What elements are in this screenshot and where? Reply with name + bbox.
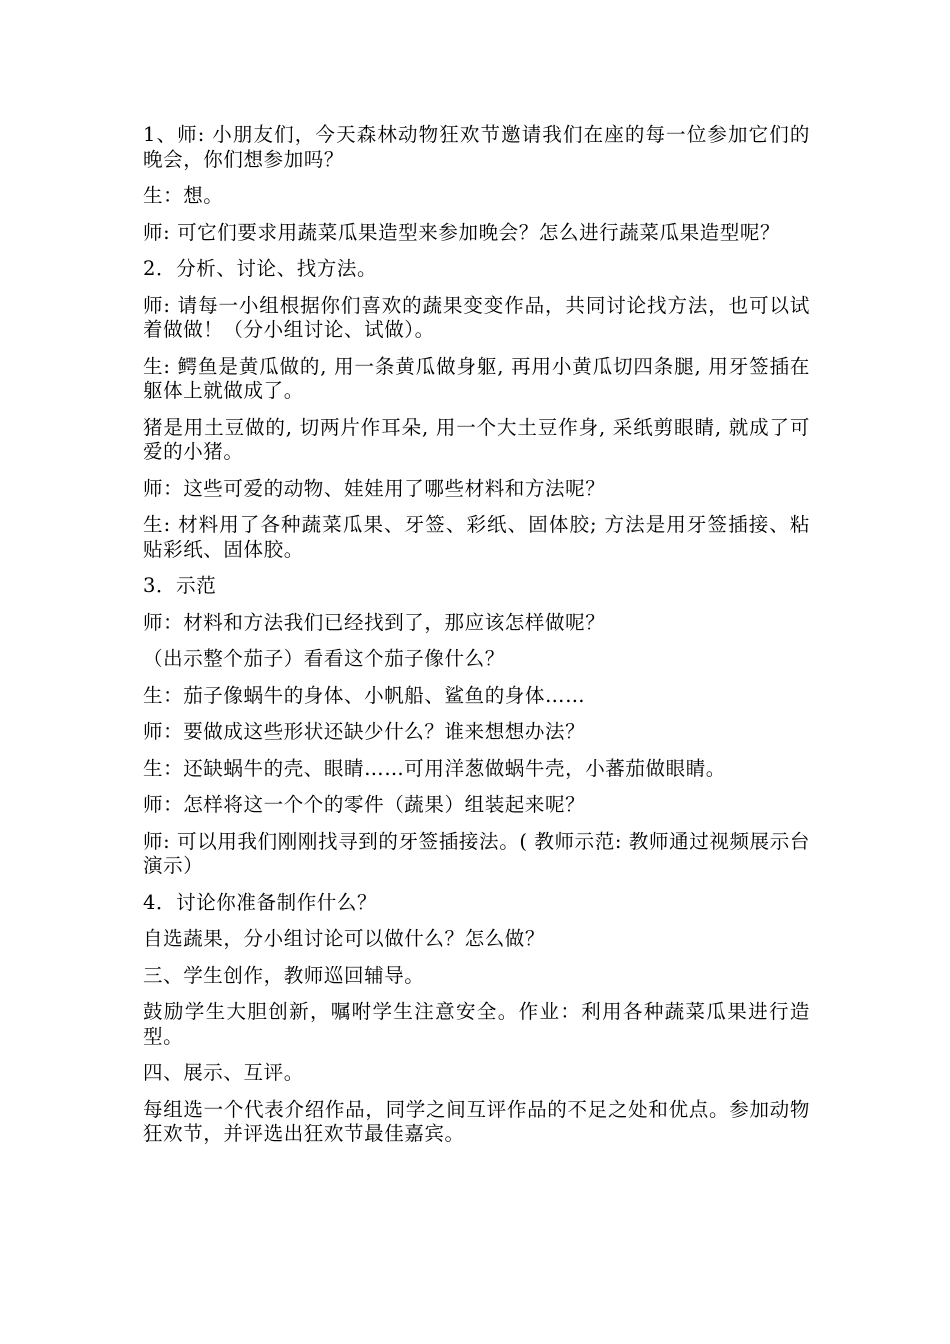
document-body	[143, 123, 810, 1159]
section-heading-showcase: 四、展示、互评。	[143, 1061, 304, 1084]
paragraph-pig: 猪是用土豆做的, 切两片作耳朵, 用一个大土豆作身, 采纸剪眼睛, 就成了可爱的小猪。	[143, 415, 810, 463]
paragraph-eggplant: （出示整个茄子）看看这个茄子像什么？	[143, 647, 505, 670]
paragraph-encourage: 鼓励学生大胆创新，嘱咐学生注意安全。作业：利用各种蔬菜瓜果进行造型。	[143, 1000, 810, 1048]
paragraph-snail-shell: 生：还缺蜗牛的壳、眼睛……可用洋葱做蜗牛壳，小蕃茄做眼睛。	[143, 756, 726, 780]
paragraph-evaluation: 每组选一个代表介绍作品，同学之间互评作品的不足之处和优点。参加动物狂欢节，并评选出狂欢节最佳嘉宾。	[143, 1097, 810, 1145]
paragraph-intro-question: 1、师: 小朋友们，今天森林动物狂欢节邀请我们在座的每一位参加它们的晚会，你们想参加吗？	[143, 123, 810, 171]
paragraph-choose-vegetables: 自选蔬果，分小组讨论可以做什么？怎么做？	[143, 927, 546, 950]
section-heading-creation: 三、学生创作，教师巡回辅导。	[143, 963, 425, 987]
paragraph-materials-answer: 生: 材料用了各种蔬菜瓜果、牙签、彩纸、固体胶; 方法是用牙签插接、粘贴彩纸、固体胶。	[143, 513, 810, 561]
section-heading-analysis: 2．分析、讨论、找方法。	[143, 257, 378, 280]
paragraph-teacher-question: 师: 可它们要求用蔬菜瓜果造型来参加晚会？怎么进行蔬菜瓜果造型呢？	[143, 220, 781, 244]
paragraph-eggplant-answer: 生：茄子像蜗牛的身体、小帆船、鲨鱼的身体……	[143, 683, 586, 707]
paragraph-toothpick-method: 师: 可以用我们刚刚找寻到的牙签插接法。( 教师示范: 教师通过视频展示台演示）	[143, 829, 810, 877]
paragraph-assembly-question: 师：怎样将这一个个的零件（蔬果）组装起来呢？	[143, 793, 586, 816]
section-heading-demo: 3．示范	[143, 574, 217, 597]
paragraph-crocodile: 生: 鳄鱼是黄瓜做的, 用一条黄瓜做身躯, 再用小黄瓜切四条腿, 用牙签插在躯体上就做成了。	[143, 354, 810, 402]
paragraph-how-to-make: 师：材料和方法我们已经找到了，那应该怎样做呢？	[143, 610, 606, 634]
section-heading-plan: 4．讨论你准备制作什么？	[143, 890, 378, 914]
paragraph-group-discussion: 师: 请每一小组根据你们喜欢的蔬果变变作品，共同讨论找方法，也可以试着做做！（分小组讨论、试做）。	[143, 293, 810, 341]
paragraph-missing-parts: 师：要做成这些形状还缺少什么？谁来想想办法？	[143, 720, 586, 743]
paragraph-materials-question: 师：这些可爱的动物、娃娃用了哪些材料和方法呢？	[143, 476, 606, 500]
paragraph-student-answer: 生：想。	[143, 184, 224, 207]
